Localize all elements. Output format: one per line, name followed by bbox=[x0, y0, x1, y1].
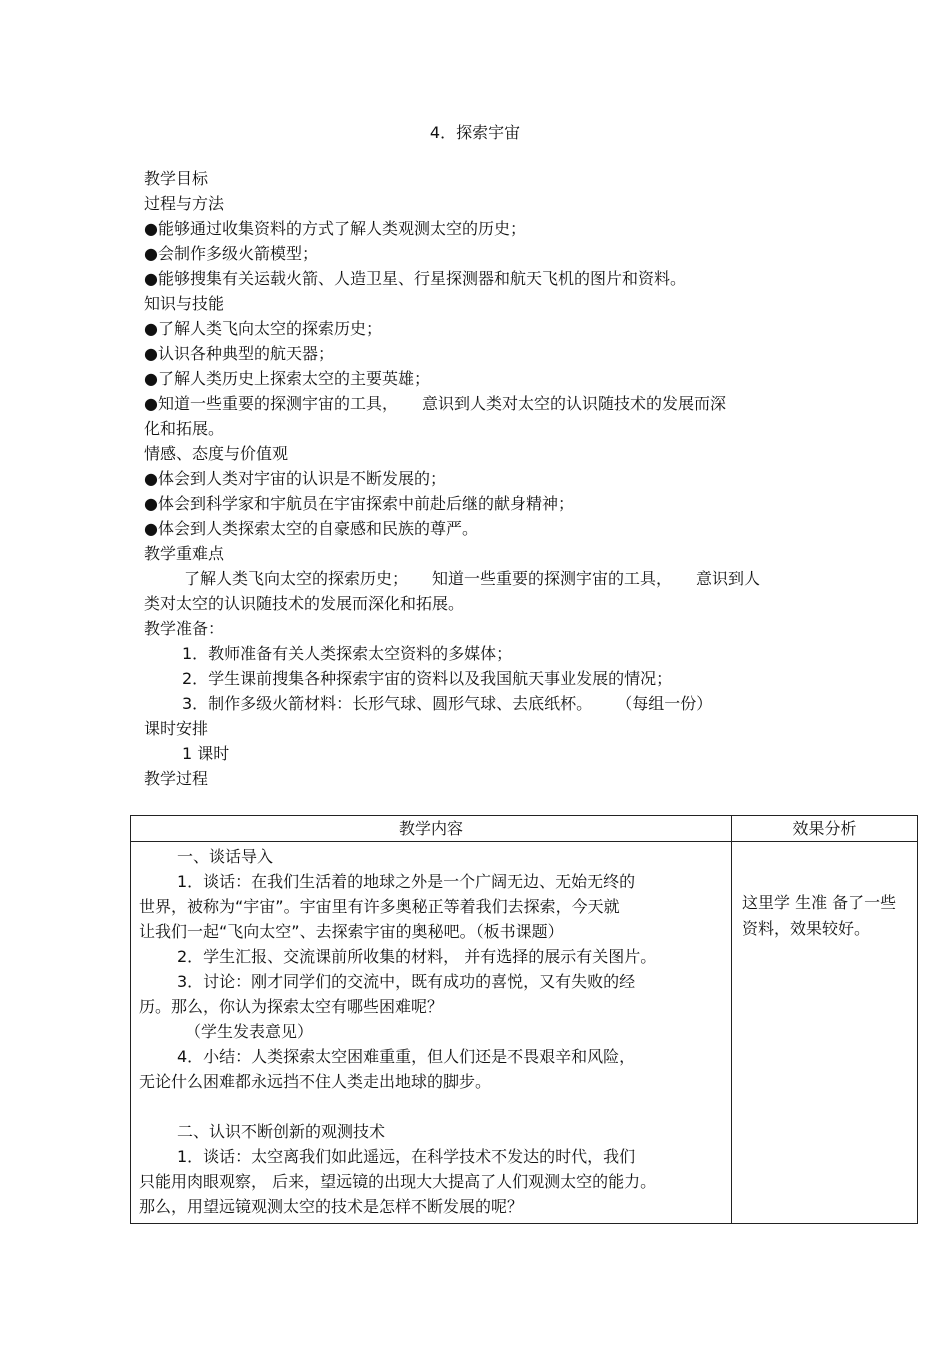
blank-line bbox=[139, 1094, 723, 1119]
knowledge-item-part: ●知道一些重要的探测宇宙的工具， bbox=[144, 394, 398, 413]
content-line: 世界，被称为“宇宙”。宇宙里有许多奥秘正等着我们去探索，今天就 bbox=[139, 897, 620, 916]
preparation-heading: 教学准备： bbox=[144, 619, 225, 638]
knowledge-item-continued: 化和拓展。 bbox=[144, 419, 225, 438]
emotion-item: ●体会到科学家和宇航员在宇宙探索中前赴后继的献身精神； bbox=[144, 494, 574, 513]
page-title: 4．探索宇宙 bbox=[429, 123, 521, 142]
knowledge-item bbox=[144, 391, 824, 416]
knowledge-heading: 知识与技能 bbox=[144, 294, 225, 313]
preparation-item bbox=[144, 691, 824, 716]
teaching-content-cell bbox=[131, 842, 732, 1224]
content-line: 历。那么，你认为探索太空有哪些困难呢？ bbox=[139, 997, 444, 1016]
knowledge-item-part: 意识到人类对太空的认识随技术的发展而深 bbox=[421, 394, 726, 413]
preparation-item: 1．教师准备有关人类探索太空资料的多媒体； bbox=[182, 644, 513, 663]
section-title: 一、谈话导入 bbox=[177, 847, 274, 866]
emotion-item: ●体会到人类对宇宙的认识是不断发展的； bbox=[144, 469, 446, 488]
emotion-item: ●体会到人类探索太空的自豪感和民族的尊严。 bbox=[144, 519, 478, 538]
schedule-value: 1 课时 bbox=[182, 744, 230, 763]
header-teaching-content: 教学内容 bbox=[131, 816, 732, 842]
key-points-part: 意识到人 bbox=[696, 569, 761, 588]
process-heading: 过程与方法 bbox=[144, 194, 225, 213]
key-points-heading: 教学重难点 bbox=[144, 544, 225, 563]
process-item: ●会制作多级火箭模型； bbox=[144, 244, 318, 263]
key-points-part: 了解人类飞向太空的探索历史； bbox=[184, 569, 409, 588]
knowledge-item: ●了解人类历史上探索太空的主要英雄； bbox=[144, 369, 430, 388]
preparation-item: 2．学生课前搜集各种探索宇宙的资料以及我国航天事业发展的情况； bbox=[182, 669, 673, 688]
emotion-heading: 情感、态度与价值观 bbox=[144, 444, 289, 463]
key-points-text-continued: 类对太空的认识随技术的发展而深化和拓展。 bbox=[144, 594, 465, 613]
content-line: 只能用肉眼观察， 后来，望远镜的出现大大提高了人们观测太空的能力。 bbox=[139, 1172, 657, 1191]
section-title: 二、认识不断创新的观测技术 bbox=[177, 1122, 386, 1141]
effect-analysis-text: 这里学 生准 备了一些资料，效果较好。 bbox=[742, 893, 897, 938]
knowledge-item: ●认识各种典型的航天器； bbox=[144, 344, 334, 363]
content-line: 让我们一起“飞向太空”、去探索宇宙的奥秘吧。（板书课题） bbox=[139, 922, 564, 941]
header-effect-analysis: 效果分析 bbox=[732, 816, 918, 842]
content-line: 3．讨论：刚才同学们的交流中，既有成功的喜悦，又有失败的经 bbox=[177, 972, 636, 991]
content-line: 无论什么困难都永远挡不住人类走出地球的脚步。 bbox=[139, 1072, 492, 1091]
lesson-plan-body bbox=[144, 166, 824, 791]
content-line: 1．谈话：太空离我们如此遥远，在科学技术不发达的时代，我们 bbox=[177, 1147, 636, 1166]
content-line: 1．谈话：在我们生活着的地球之外是一个广阔无边、无始无终的 bbox=[177, 872, 636, 891]
content-line: 那么，用望远镜观测太空的技术是怎样不断发展的呢？ bbox=[139, 1197, 524, 1216]
content-line: 2．学生汇报、交流课前所收集的材料， 并有选择的展示有关图片。 bbox=[177, 947, 657, 966]
table-row bbox=[131, 842, 918, 1224]
key-points-text bbox=[144, 566, 824, 591]
teaching-process-table bbox=[130, 815, 918, 1224]
content-line: （学生发表意见） bbox=[185, 1022, 314, 1041]
teaching-process-heading: 教学过程 bbox=[144, 769, 209, 788]
objectives-heading: 教学目标 bbox=[144, 169, 209, 188]
content-line: 4．小结：人类探索太空困难重重，但人们还是不畏艰辛和风险， bbox=[177, 1047, 636, 1066]
knowledge-item: ●了解人类飞向太空的探索历史； bbox=[144, 319, 382, 338]
process-item: ●能够搜集有关运载火箭、人造卫星、行星探测器和航天飞机的图片和资料。 bbox=[144, 269, 686, 288]
schedule-heading: 课时安排 bbox=[144, 719, 209, 738]
effect-analysis-cell bbox=[732, 842, 918, 1224]
process-item: ●能够通过收集资料的方式了解人类观测太空的历史； bbox=[144, 219, 526, 238]
key-points-part: 知道一些重要的探测宇宙的工具， bbox=[432, 569, 673, 588]
preparation-item-part: 3．制作多级火箭材料：长形气球、圆形气球、去底纸杯。 bbox=[182, 694, 593, 713]
preparation-item-part: （每组一份） bbox=[616, 694, 713, 713]
table-header-row bbox=[131, 816, 918, 842]
